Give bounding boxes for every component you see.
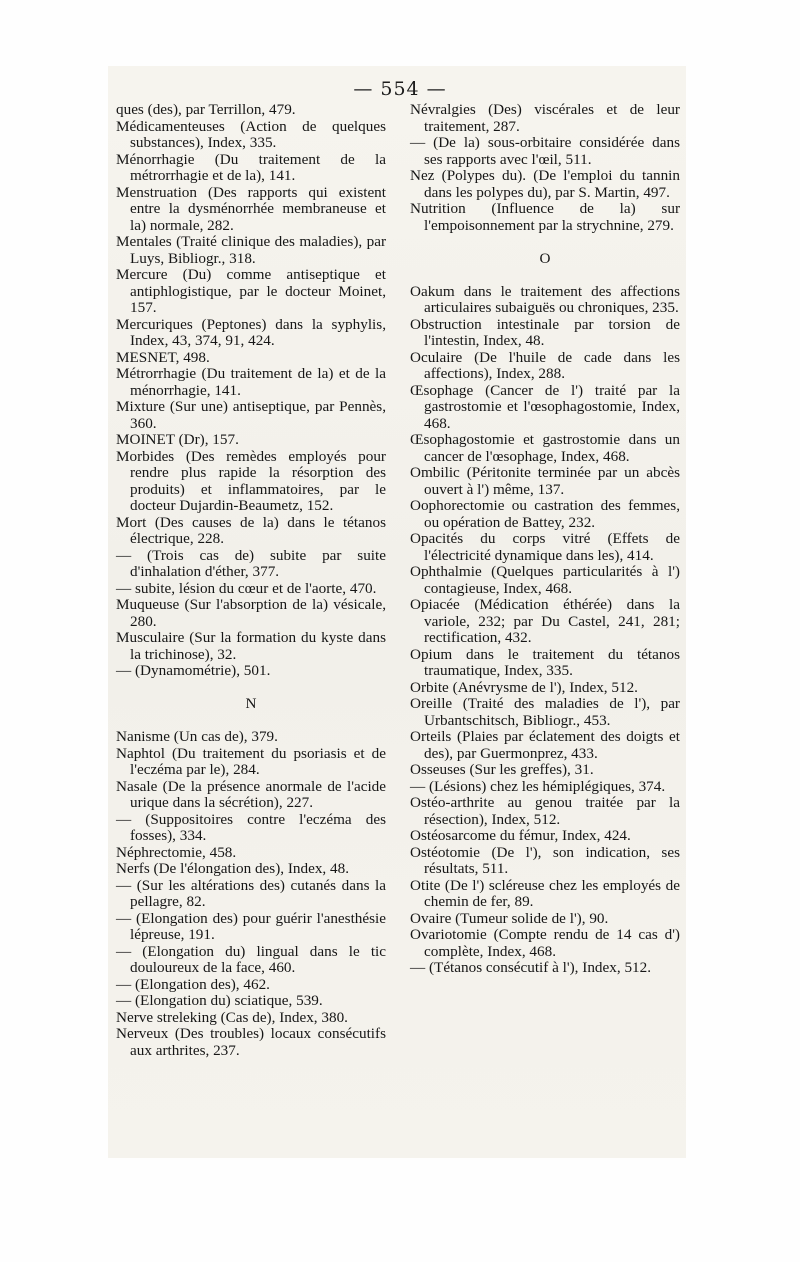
- index-entry: Nutrition (Influence de la) sur l'empoisonnement par la strychnine, 279.: [410, 200, 680, 234]
- index-entry: Muqueuse (Sur l'absorption de la) vésicale, 280.: [116, 596, 386, 630]
- left-index-column: [116, 102, 386, 1059]
- index-entry: Nerve streleking (Cas de), Index, 380.: [116, 1008, 348, 1026]
- spacer: [116, 713, 386, 730]
- index-entry: Nerfs (De l'élongation des), Index, 48.: [116, 860, 350, 877]
- index-entry: Ovariotomie (Compte rendu de 14 cas d') complète, Index, 468.: [410, 926, 680, 960]
- index-entry: Otite (De l') scléreuse chez les employés de chemin de fer, 89.: [410, 876, 680, 910]
- index-entry: Osseuses (Sur les greffes), 31.: [410, 761, 594, 778]
- index-entry: Néphrectomie, 458.: [116, 843, 237, 861]
- index-entry: Nerveux (Des troubles) locaux consécutifs aux arthrites, 237.: [116, 1025, 386, 1059]
- index-entry: Mort (Des causes de la) dans le tétanos électrique, 228.: [116, 513, 386, 547]
- index-entry: Opacités du corps vitré (Effets de l'électricité dynamique dans les), 414.: [410, 530, 680, 564]
- index-entry: — subite, lésion du cœur et de l'aorte, 470.: [116, 579, 377, 597]
- index-entry: Ophthalmie (Quelques particularités à l') contagieuse, Index, 468.: [410, 563, 680, 597]
- index-entry: Mercure (Du) comme antiseptique et antiphlogistique, par le docteur Moinet, 157.: [116, 266, 386, 316]
- index-entry: — (Lésions) chez les hémiplégiques, 374.: [410, 777, 666, 795]
- index-entry: Nasale (De la présence anormale de l'acide urique dans la sécrétion), 227.: [116, 777, 386, 811]
- index-entry: Mixture (Sur une) antiseptique, par Pennès, 360.: [116, 398, 386, 432]
- index-entry: — (Elongation du) sciatique, 539.: [116, 992, 323, 1009]
- index-entry: Orteils (Plaies par éclatement des doigts et des), par Guermonprez, 433.: [410, 728, 680, 762]
- index-entry: — (Elongation des) pour guérir l'anesthésie lépreuse, 191.: [116, 909, 386, 943]
- index-entry: Ostéosarcome du fémur, Index, 424.: [410, 827, 631, 844]
- index-entry: Obstruction intestinale par torsion de l'intestin, Index, 48.: [410, 315, 680, 349]
- spacer: [116, 680, 386, 697]
- right-index-column: [410, 102, 680, 977]
- index-entry: Oculaire (De l'huile de cade dans les affections), Index, 288.: [410, 348, 680, 382]
- index-entry: Ostéo-arthrite au genou traitée par la résection), Index, 512.: [410, 794, 680, 828]
- index-entry: ques (des), par Terrillon, 479.: [116, 101, 296, 118]
- index-entry: — (Elongation du) lingual dans le tic douloureux de la face, 460.: [116, 942, 386, 976]
- index-entry: Nez (Polypes du). (De l'emploi du tannin dans les polypes du), par S. Martin, 497.: [410, 167, 680, 201]
- index-entry: Oophorectomie ou castration des femmes, ou opération de Battey, 232.: [410, 497, 680, 531]
- index-entry: MESNET, 498.: [116, 348, 210, 366]
- index-entry: — (Tétanos consécutif à l'), Index, 512.: [410, 959, 652, 976]
- index-entry: Mercuriques (Peptones) dans la syphylis, Index, 43, 374, 91, 424.: [116, 315, 386, 349]
- index-entry: Opiacée (Médication éthérée) dans la variole, 232; par Du Castel, 241, 281; rectification, 432.: [410, 596, 680, 646]
- index-entry: Ovaire (Tumeur solide de l'), 90.: [410, 909, 609, 927]
- index-entry: Ostéotomie (De l'), son indication, ses résultats, 511.: [410, 843, 680, 877]
- index-entry: — (Elongation des), 462.: [116, 975, 270, 993]
- section-letter: N: [245, 695, 257, 712]
- index-entry: Musculaire (Sur la formation du kyste dans la trichinose), 32.: [116, 629, 386, 663]
- index-entry: — (De la) sous-orbitaire considérée dans ses rapports avec l'œil, 511.: [410, 134, 680, 168]
- spacer: [410, 267, 680, 284]
- index-entry: Mentales (Traité clinique des maladies), par Luys, Bibliogr., 318.: [116, 233, 386, 267]
- index-entry: Névralgies (Des) viscérales et de leur traitement, 287.: [410, 101, 680, 135]
- index-entry: — (Dynamométrie), 501.: [116, 662, 271, 679]
- index-entry: — (Suppositoires contre l'eczéma des fosses), 334.: [116, 810, 386, 844]
- index-entry: Œsophagostomie et gastrostomie dans un cancer de l'œsophage, Index, 468.: [410, 431, 680, 465]
- spacer: [410, 234, 680, 251]
- index-entry: Opium dans le traitement du tétanos traumatique, Index, 335.: [410, 645, 680, 679]
- index-entry: Morbides (Des remèdes employés pour rendre plus rapide la résorption des produits) et inflammatoires, par le docteur Dujardin-Beaumetz, 152.: [116, 447, 386, 514]
- index-entry: Œsophage (Cancer de l') traité par la gastrostomie et l'œsophagostomie, Index, 468.: [410, 381, 680, 432]
- index-entry: Ménorrhagie (Du traitement de la métrorrhagie et de la), 141.: [116, 150, 386, 184]
- index-entry: MOINET (Dr), 157.: [116, 431, 239, 448]
- index-entry: Oakum dans le traitement des affections articulaires subaiguës ou chroniques, 235.: [410, 282, 680, 316]
- index-entry: Orbite (Anévrysme de l'), Index, 512.: [410, 678, 638, 696]
- index-entry: Ombilic (Péritonite terminée par un abcès ouvert à l') même, 137.: [410, 464, 680, 498]
- index-entry: — (Trois cas de) subite par suite d'inhalation d'éther, 377.: [116, 546, 386, 580]
- index-entry: Nanisme (Un cas de), 379.: [116, 728, 278, 745]
- index-entry: Médicamenteuses (Action de quelques substances), Index, 335.: [116, 117, 386, 151]
- index-entry: Menstruation (Des rapports qui existent entre la dysménorrhée membraneuse et la) normale, 282.: [116, 183, 386, 234]
- section-letter: O: [539, 249, 551, 267]
- index-entry: — (Sur les altérations des) cutanés dans la pellagre, 82.: [116, 876, 386, 910]
- index-entry: Métrorrhagie (Du traitement de la) et de la ménorrhagie, 141.: [116, 365, 386, 399]
- index-entry: Oreille (Traité des maladies de l'), par Urbantschitsch, Bibliogr., 453.: [410, 695, 680, 729]
- index-entry: Naphtol (Du traitement du psoriasis et de l'eczéma par le), 284.: [116, 744, 386, 778]
- page-number: — 554 —: [353, 78, 447, 100]
